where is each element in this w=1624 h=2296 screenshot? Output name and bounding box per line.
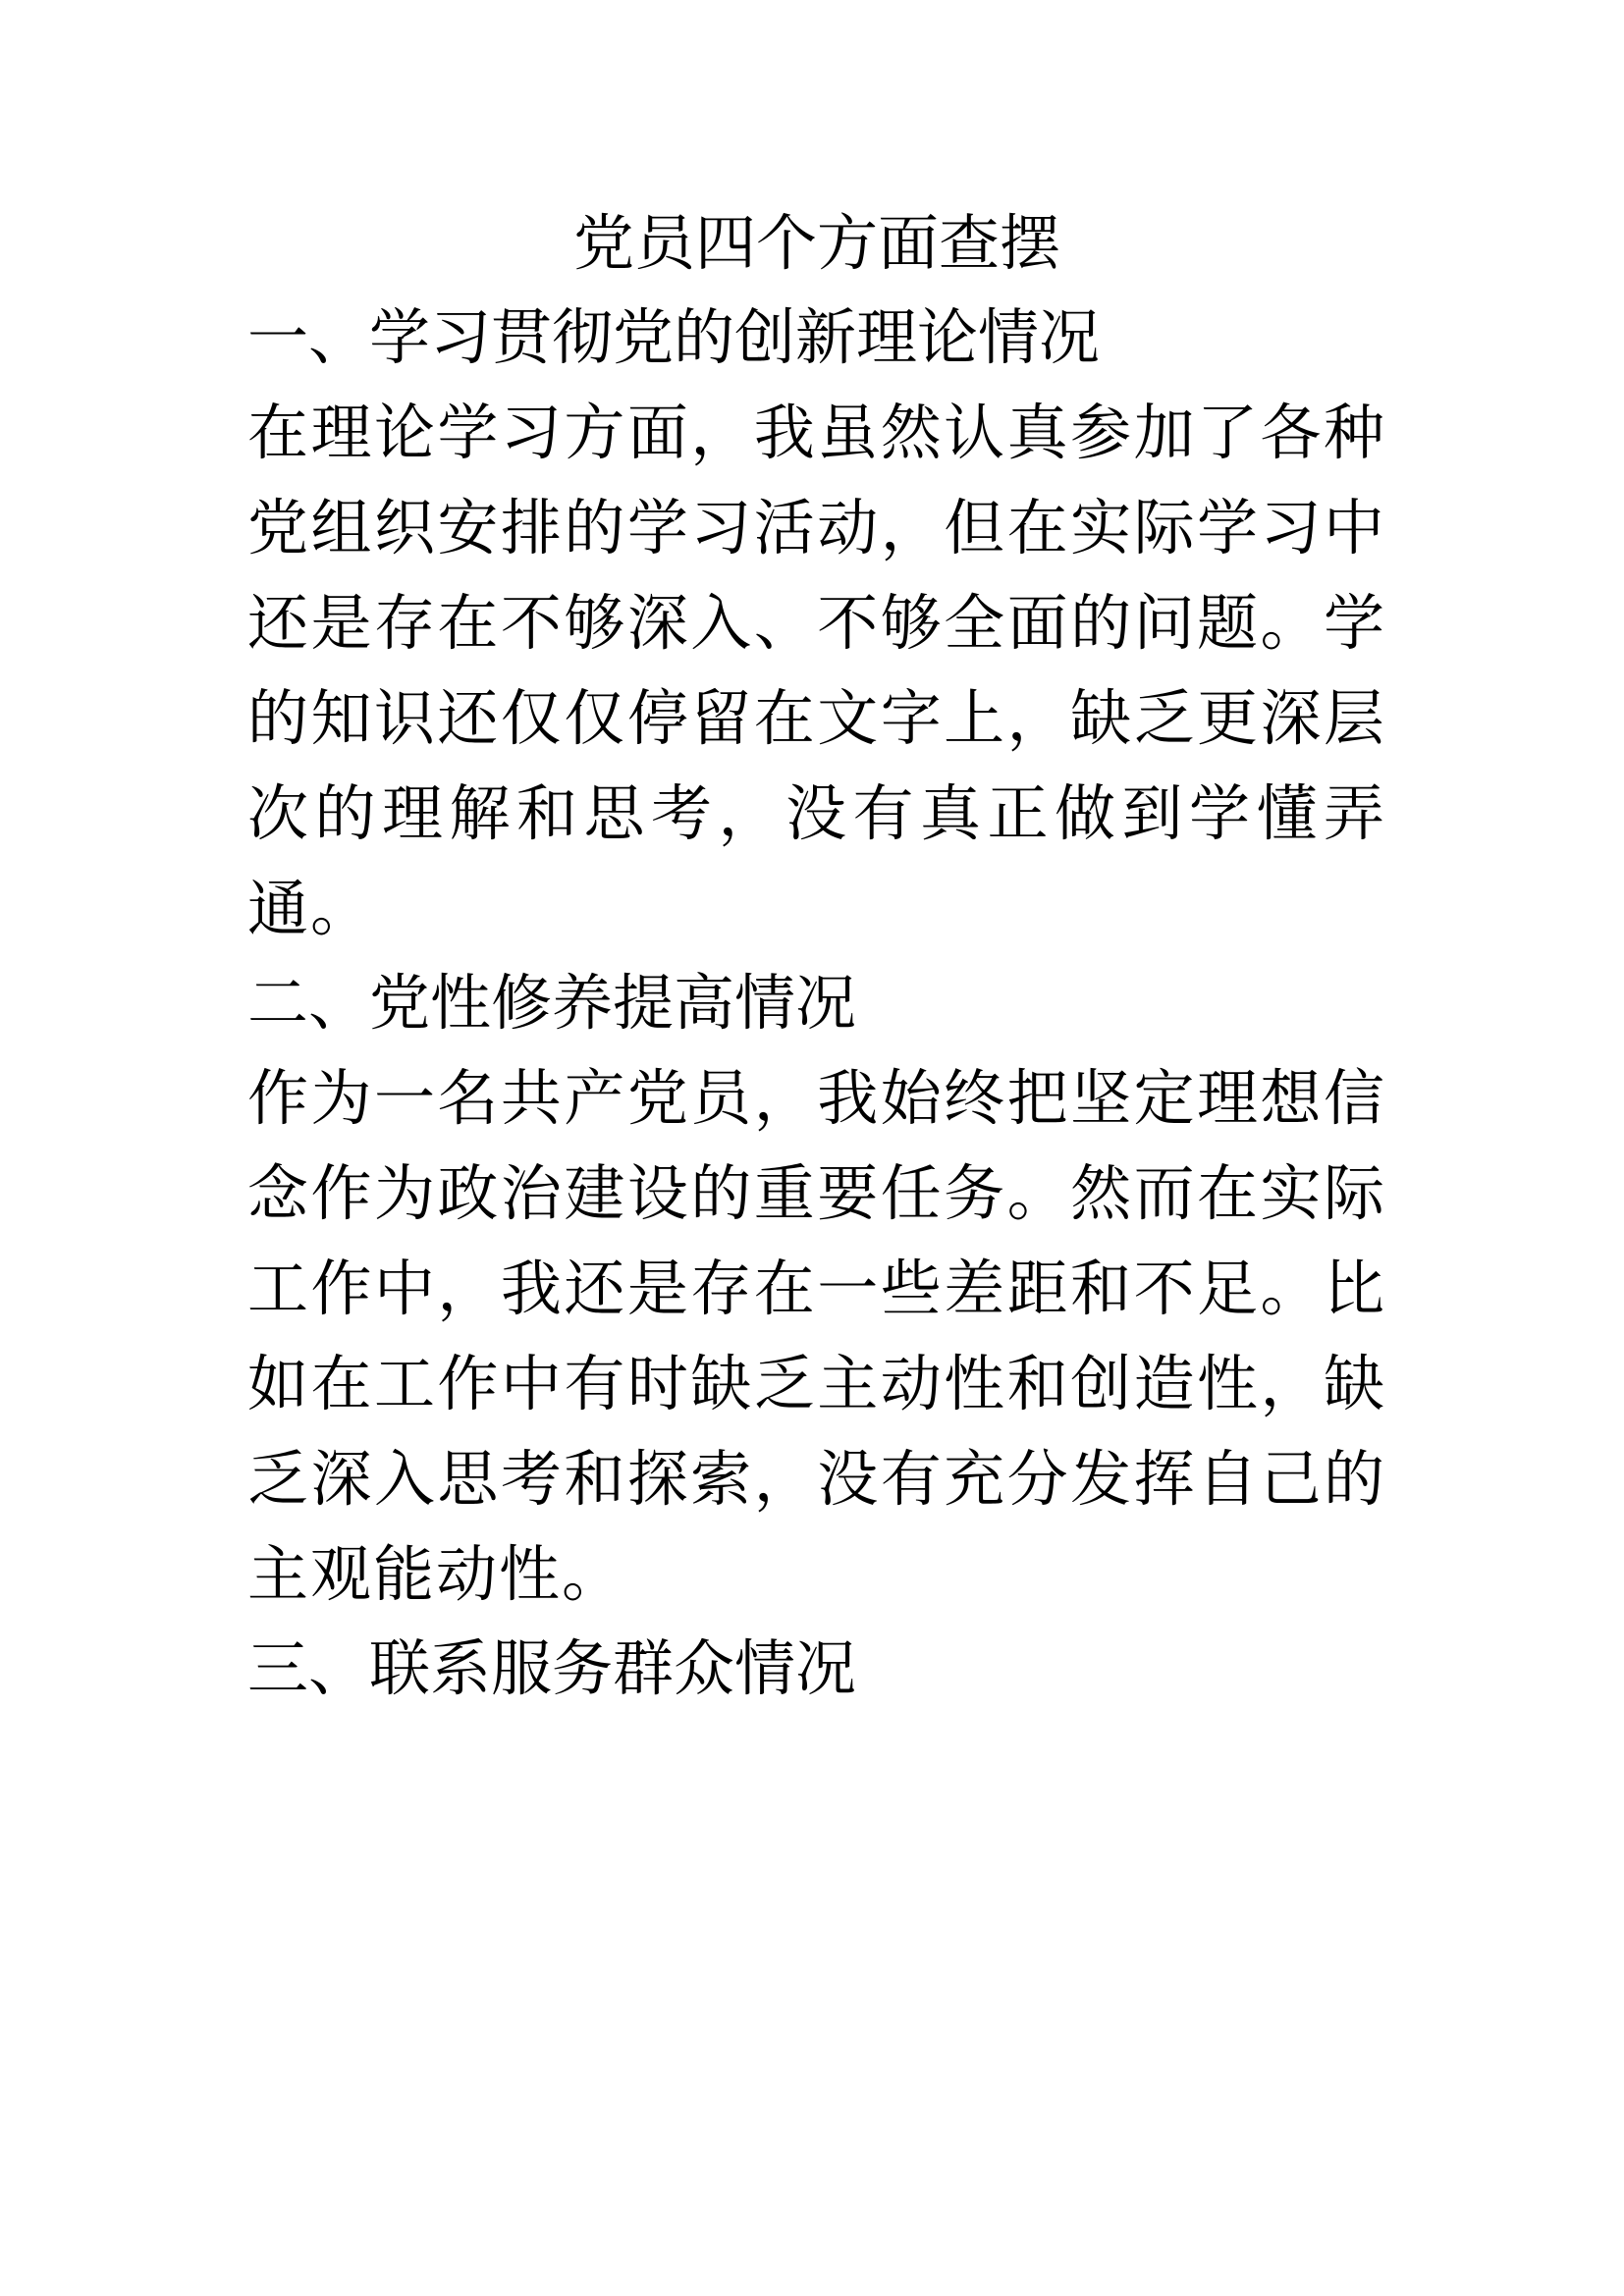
section-heading-1: 一、学习贯彻党的创新理论情况 [247,301,1101,373]
section-body-2: 作为一名共产党员，我始终把坚定理想信念作为政治建设的重要任务。然而在实际工作中，我还是存在一些差距和不足。比如在工作中有时缺乏主动性和创造性，缺乏深入思考和探索，没有充分发挥自己的主观能动性。 [247,1062,1386,1610]
document-page [247,196,1386,1716]
section-heading-2: 二、党性修养提高情况 [247,967,857,1039]
section-heading-3: 三、联系服务群众情况 [247,1632,857,1704]
document-title: 党员四个方面查摆 [572,207,1060,279]
section-body-1: 在理论学习方面，我虽然认真参加了各种党组织安排的学习活动，但在实际学习中还是存在不够深入、不够全面的问题。学的知识还仅仅停留在文字上，缺乏更深层次的理解和思考，没有真正做到学懂弄通。 [247,397,1386,944]
